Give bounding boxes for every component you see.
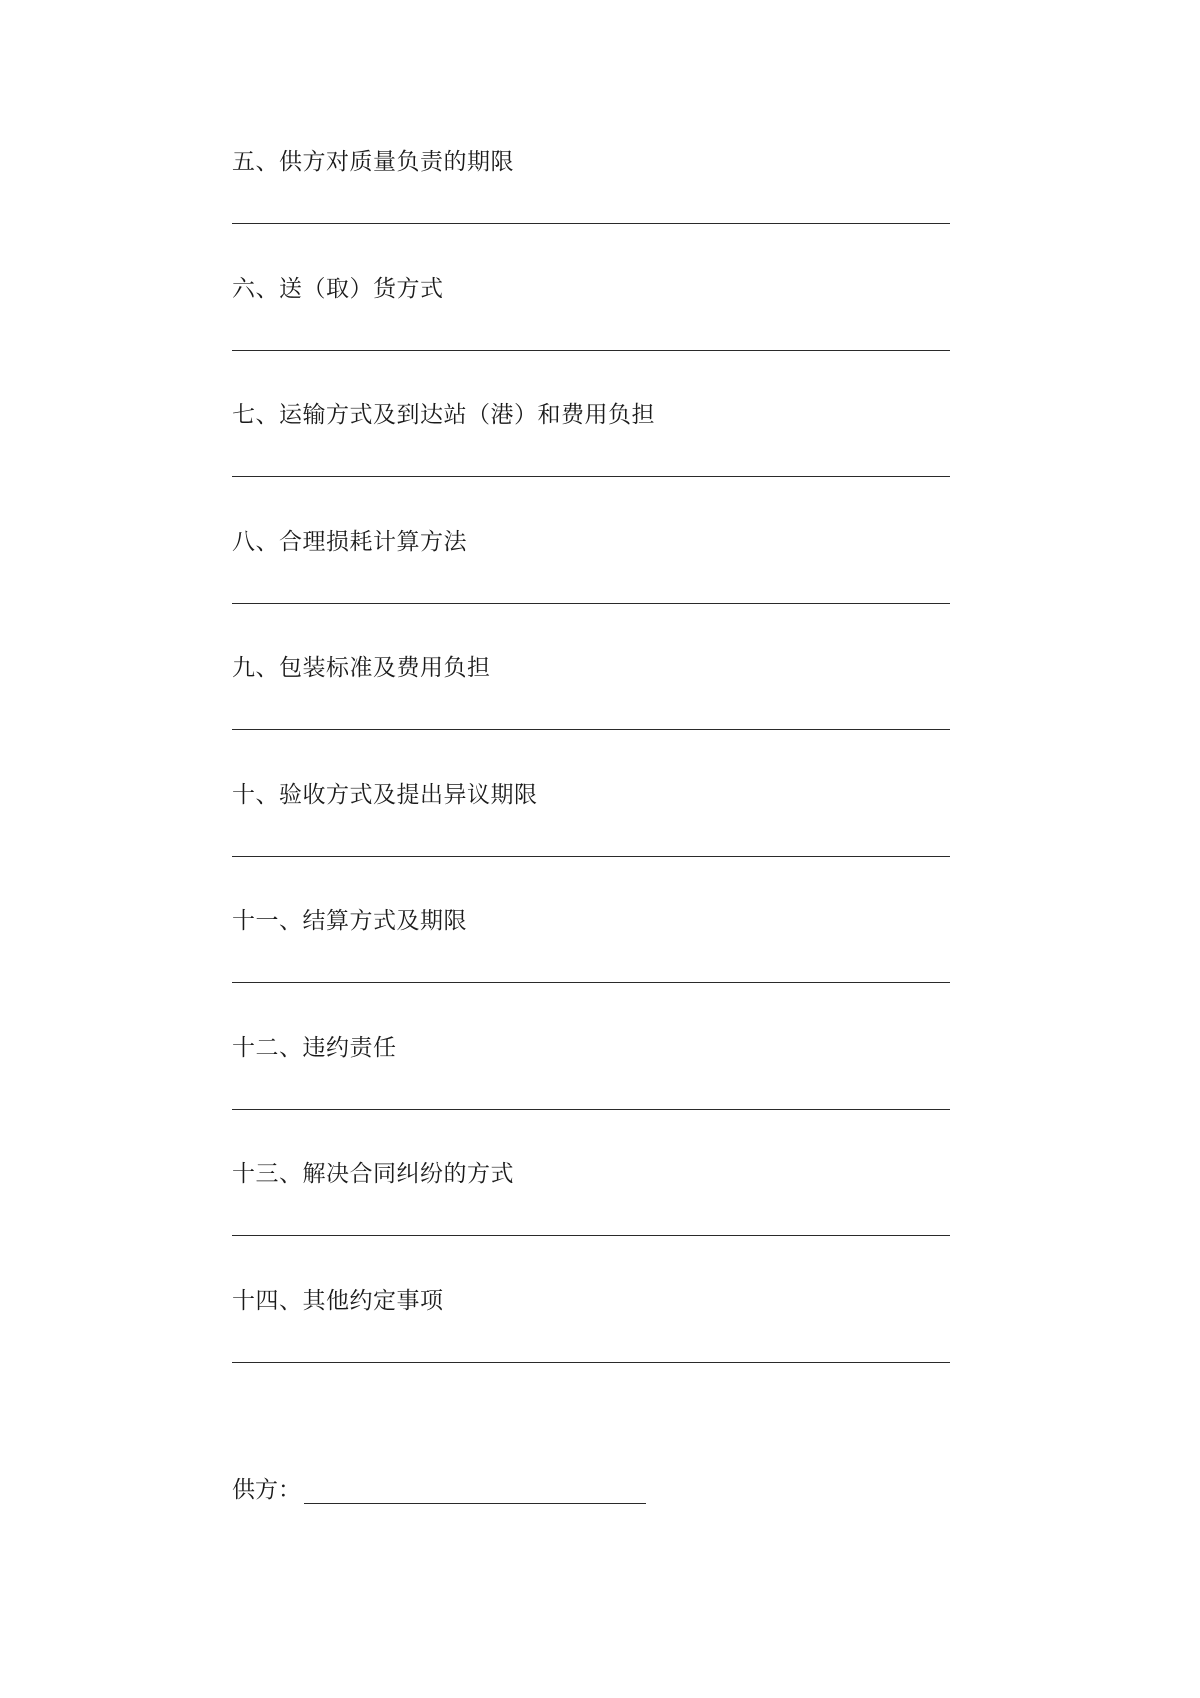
- blank-fill-line[interactable]: [232, 856, 950, 857]
- clause-heading: 十一、结算方式及期限: [232, 908, 467, 934]
- clause-heading: 十、验收方式及提出异议期限: [232, 782, 538, 808]
- blank-fill-line[interactable]: [232, 350, 950, 351]
- clause-heading: 十三、解决合同纠纷的方式: [232, 1161, 514, 1187]
- blank-fill-line[interactable]: [232, 729, 950, 730]
- blank-fill-line[interactable]: [232, 1362, 950, 1363]
- blank-fill-line[interactable]: [232, 223, 950, 224]
- blank-fill-line[interactable]: [232, 982, 950, 983]
- clause-heading: 六、送（取）货方式: [232, 276, 444, 302]
- clause-heading: 十二、违约责任: [232, 1035, 397, 1061]
- supplier-signature: [232, 1475, 692, 1509]
- supplier-signature-line[interactable]: [304, 1503, 646, 1504]
- supplier-label: 供方：: [232, 1477, 301, 1503]
- clause-heading: 七、运输方式及到达站（港）和费用负担: [232, 402, 655, 428]
- blank-fill-line[interactable]: [232, 1109, 950, 1110]
- blank-fill-line[interactable]: [232, 1235, 950, 1236]
- clause-heading: 八、合理损耗计算方法: [232, 529, 467, 555]
- clause-heading: 五、供方对质量负责的期限: [232, 149, 514, 175]
- blank-fill-line[interactable]: [232, 603, 950, 604]
- clause-heading: 九、包装标准及费用负担: [232, 655, 491, 681]
- blank-fill-line[interactable]: [232, 476, 950, 477]
- clause-heading: 十四、其他约定事项: [232, 1288, 444, 1314]
